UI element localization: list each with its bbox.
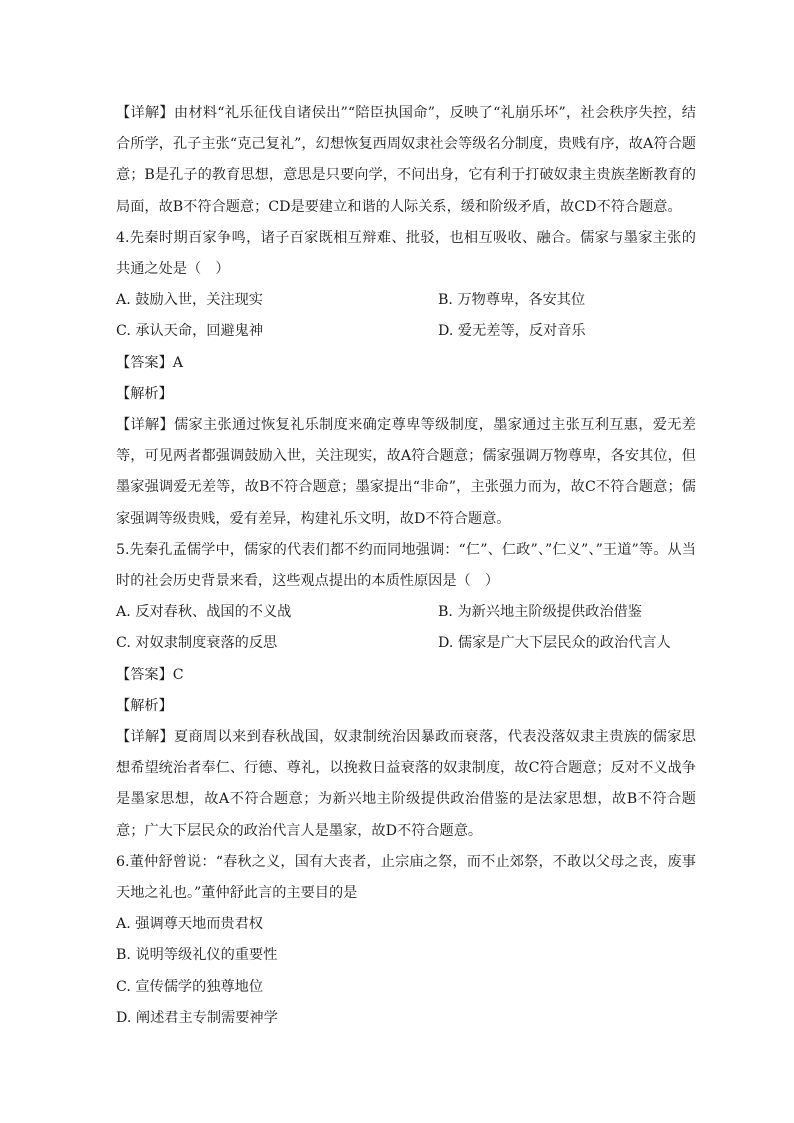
q5-option-c: C. 对奴隶制度衰落的反思 [116, 635, 278, 652]
q4-option-b: B. 万物尊卑，各安其位 [438, 292, 586, 309]
q4-option-d: D. 爱无差等，反对音乐 [438, 323, 586, 340]
q5-answer: 【答案】C [116, 666, 184, 683]
document-body [116, 98, 696, 1034]
q4-options-row-2 [116, 316, 696, 347]
q5-options-row-2 [116, 628, 696, 659]
explanation-q5: 【详解】夏商周以来到春秋战国，奴隶制统治因暴政而衰落，代表没落奴隶主贵族的儒家思想希望统治者奉仁、行德、尊礼，以挽救日益衰落的奴隶制度，故C符合题意；反对不义战争是墨家思想，故A不符合题意；为新兴地主阶级提供政治借鉴的是法家思想，故B不符合题意；广大下层民众的政治代言人是墨家，故D不符合题意。 [116, 729, 696, 839]
q4-options-row-1 [116, 285, 696, 316]
q4-analysis-heading: 【解析】 [116, 385, 173, 402]
q5-option-d: D. 儒家是广大下层民众的政治代言人 [438, 635, 671, 652]
explanation-q4: 【详解】儒家主张通过恢复礼乐制度来确定尊卑等级制度，墨家通过主张互利互惠，爱无差等，可见两者都强调鼓励入世，关注现实，故A符合题意；儒家强调万物尊卑，各安其位，但墨家强调爱无差等，故B不符合题意；墨家提出“非命”，主张强力而为，故C不符合题意；儒家强调等级贵贱，爱有差异，构建礼乐文明，故D不符合题意。 [116, 417, 696, 527]
q6-option-d: D. 阐述君主专制需要神学 [116, 1009, 278, 1026]
q4-option-c: C. 承认天命，回避鬼神 [116, 323, 264, 340]
q6-option-c: C. 宣传儒学的独尊地位 [116, 978, 264, 995]
q5-analysis-heading: 【解析】 [116, 697, 173, 714]
explanation-q3: 【详解】由材料“礼乐征伐自诸侯出”“陪臣执国命”，反映了“礼崩乐坏”，社会秩序失控，结合所学，孔子主张“克己复礼”，幻想恢复西周奴隶社会等级名分制度，贵贱有序，故A符合题意；B是孔子的教育思想，意思是只要向学，不问出身，它有利于打破奴隶主贵族垄断教育的局面，故B不符合题意；CD是要建立和谐的人际关系，缓和阶级矛盾，故CD不符合题意。 [116, 105, 696, 215]
q6-option-a: A. 强调尊天地而贵君权 [116, 916, 263, 933]
question-6: 6.董仲舒曾说：“春秋之义，国有大丧者，止宗庙之祭，而不止郊祭，不敢以父母之丧，废事天地之礼也。”董仲舒此言的主要目的是 [116, 853, 696, 902]
q4-option-a: A. 鼓励入世，关注现实 [116, 292, 263, 309]
q6-option-b: B. 说明等级礼仪的重要性 [116, 947, 278, 964]
q4-answer: 【答案】A [116, 354, 183, 371]
question-5: 5.先秦孔孟儒学中，儒家的代表们都不约而同地强调：“仁”、仁政”、”仁义”、”王道”等。从当时的社会历史背景来看，这些观点提出的本质性原因是（ ） [116, 541, 696, 590]
q5-option-a: A. 反对春秋、战国的不义战 [116, 604, 292, 621]
q5-options-row-1 [116, 597, 696, 628]
q5-option-b: B. 为新兴地主阶级提供政治借鉴 [438, 604, 642, 621]
question-4: 4.先秦时期百家争鸣，诸子百家既相互辩难、批驳，也相互吸收、融合。儒家与墨家主张的共通之处是（ ） [116, 229, 696, 278]
